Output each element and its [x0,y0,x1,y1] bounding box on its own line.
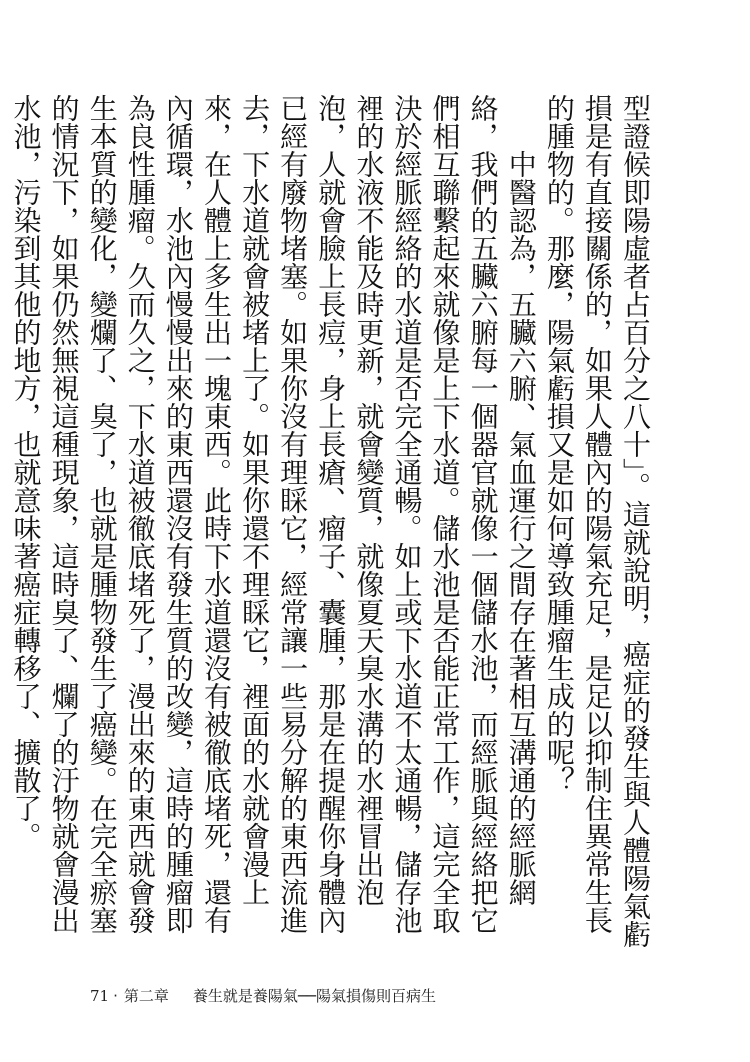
page-footer [90,985,436,1006]
page-number: 71 [90,987,110,1005]
paragraph-2: 中醫認為，五臟六腑、氣血運行之間存在著相互溝通的經脈網絡，我們的五臟六腑每一個器官就像一個儲水池，而經脈與經絡把它們相互聯繫起來就像是上下水道。儲水池是否能正常工作，這完全取決於經脈經絡的水道是否完全通暢。如上或下水道不太通暢，儲存池裡的水液不能及時更新，就會變質，就像夏天臭水溝的水裡冒出泡泡，人就會臉上長痘，身上長瘡、瘤子、囊腫，那是在提醒你身體內已經有廢物堵塞。如果你沒有理睬它，經常讓一些易分解的東西流進去，下水道就會被堵上了。如果你還不理睬它，裡面的水就會漫上來，在人體上多生出一塊東西。此時下水道還沒有被徹底堵死，還有內循環，水池內慢慢出來的東西還沒有發生質的改變，這時的腫瘤即為良性腫瘤。久而久之，下水道被徹底堵死了，漫出來的東西就會發生本質的變化，變爛了、臭了，也就是腫物發生了癌變。在完全瘀塞的情況下，如果仍然無視這種現象，這時臭了、爛了的汙物就會漫出水池，污染到其他的地方，也就意味著癌症轉移了、擴散了。 [9,94,538,934]
chapter-title: 養生就是養陽氣──陽氣損傷則百病生 [192,987,436,1005]
footer-separator: ‧ [113,987,118,1005]
chapter-label: 第二章 [123,987,169,1005]
paragraph-1: 型證候即陽虛者占百分之八十」。這就說明，癌症的發生與人體陽氣虧損是有直接關係的，如果人體內的陽氣充足，是足以抑制住異常生長的腫物的。那麼，陽氣虧損又是如何導致腫瘤生成的呢？ [542,94,652,948]
body-text [6,94,654,956]
